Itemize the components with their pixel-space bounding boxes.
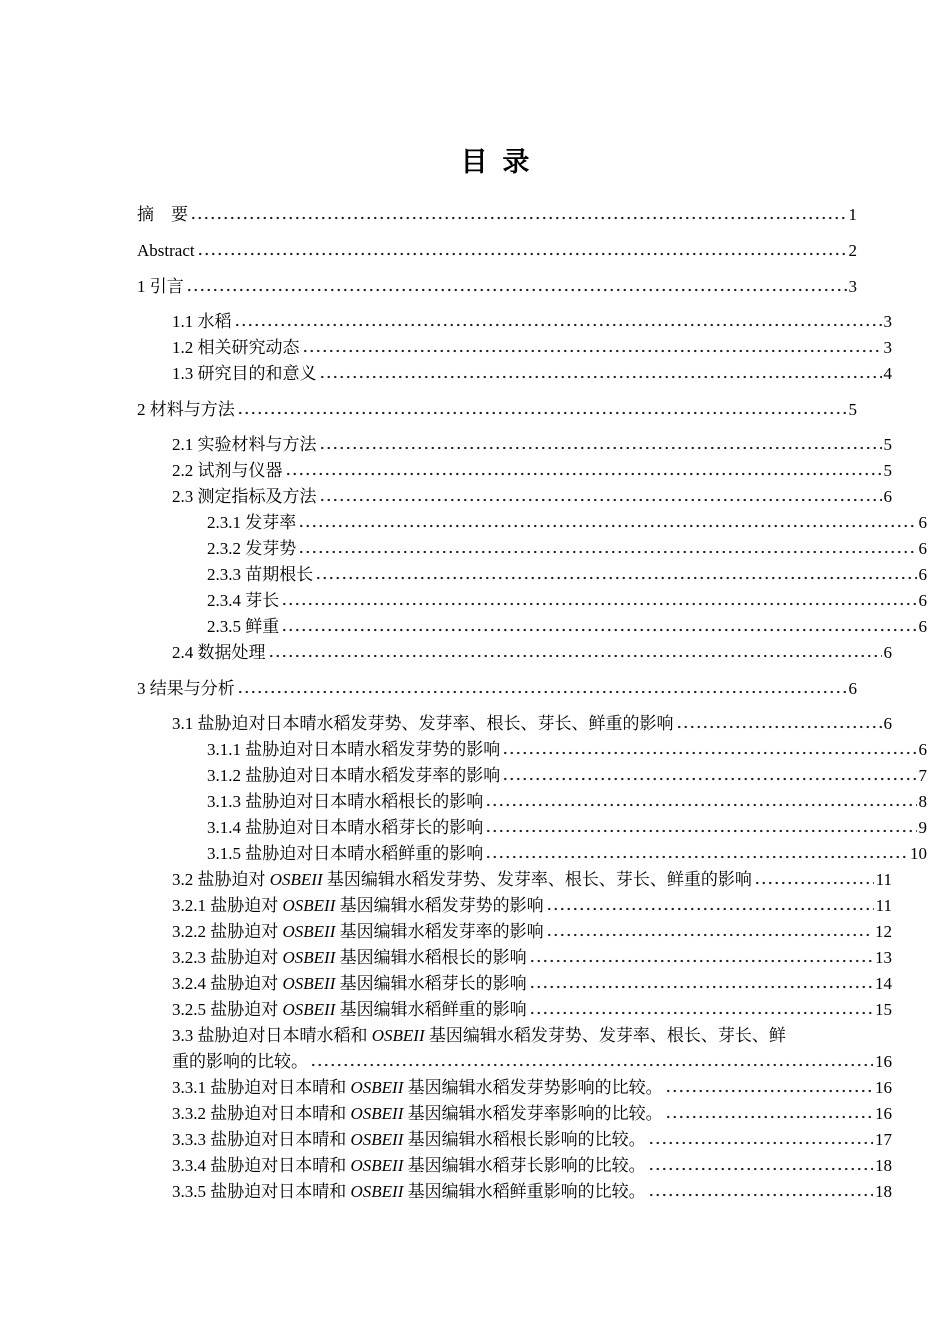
page-number: 3	[883, 338, 892, 357]
toc-entry-line	[207, 737, 927, 763]
toc-entry[interactable]	[207, 562, 927, 588]
toc-entry[interactable]	[172, 711, 892, 737]
toc-entry-line	[207, 815, 927, 841]
page-number: 12	[875, 922, 892, 941]
toc-entry[interactable]	[172, 971, 892, 997]
page-number: 2	[848, 241, 857, 260]
dot-leader	[281, 628, 916, 632]
dot-leader	[529, 959, 873, 963]
page-number: 15	[875, 1000, 892, 1019]
toc-entry[interactable]	[172, 1153, 892, 1179]
dot-leader	[648, 1193, 873, 1197]
toc-entry-text: 3.3.4 盐胁迫对日本晴和 OSBEII 基因编辑水稻芽长影响的比较。	[172, 1156, 646, 1175]
toc-entry[interactable]	[207, 588, 927, 614]
page-number: 6	[918, 617, 927, 636]
toc-entry-line	[207, 562, 927, 588]
toc-entry[interactable]	[172, 361, 892, 387]
toc-entry[interactable]	[172, 309, 892, 335]
toc-entry[interactable]	[172, 335, 892, 361]
toc-title: 目 录	[460, 147, 534, 177]
toc-entry[interactable]	[172, 919, 892, 945]
dot-leader	[546, 907, 874, 911]
toc-entry-text: Abstract	[137, 241, 195, 260]
page-number: 6	[848, 679, 857, 698]
toc-entry-text: 摘 要	[137, 205, 188, 224]
toc-entry-text: 2.3.1 发芽率	[207, 513, 297, 532]
toc-entry[interactable]	[172, 1023, 892, 1075]
page-number: 5	[883, 435, 892, 454]
toc-entry-text: 3.1.5 盐胁迫对日本晴水稻鲜重的影响	[207, 844, 484, 863]
page-number: 8	[918, 792, 927, 811]
toc-entry-line	[137, 238, 857, 264]
page-number: 16	[875, 1104, 892, 1123]
toc-entry[interactable]	[207, 737, 927, 763]
page-number: 13	[875, 948, 892, 967]
toc-entry-text: 3.1 盐胁迫对日本晴水稻发芽势、发芽率、根长、芽长、鲜重的影响	[172, 714, 674, 733]
toc-entry[interactable]	[172, 1127, 892, 1153]
toc-entry-text: 1.2 相关研究动态	[172, 338, 300, 357]
page-number: 10	[910, 844, 927, 863]
page-number: 7	[918, 766, 927, 785]
toc-entry[interactable]	[137, 202, 857, 228]
toc-entry-line	[172, 945, 892, 971]
page-number: 9	[918, 818, 927, 837]
toc-entry-text: 2.3.5 鲜重	[207, 617, 280, 636]
dot-leader	[285, 472, 882, 476]
toc-entry-text: 3.2.4 盐胁迫对 OSBEII 基因编辑水稻芽长的影响	[172, 974, 527, 993]
toc-entry-line	[207, 614, 927, 640]
toc-entry[interactable]	[172, 997, 892, 1023]
toc-entry-text: 3 结果与分析	[137, 679, 235, 698]
page-number: 6	[883, 714, 892, 733]
toc-entry-text: 1.3 研究目的和意义	[172, 364, 317, 383]
toc-entry-line	[172, 1101, 892, 1127]
toc-entry[interactable]	[172, 458, 892, 484]
toc-entry-line	[172, 361, 892, 387]
toc-entry-line	[172, 1075, 892, 1101]
page-number: 6	[883, 643, 892, 662]
toc-entry-text: 3.1.4 盐胁迫对日本晴水稻芽长的影响	[207, 818, 484, 837]
toc-entry-text: 2.3 测定指标及方法	[172, 487, 317, 506]
toc-entry-line	[172, 458, 892, 484]
toc-entry-text: 3.3.1 盐胁迫对日本晴和 OSBEII 基因编辑水稻发芽势影响的比较。	[172, 1078, 663, 1097]
toc-entry[interactable]	[172, 893, 892, 919]
toc-entry[interactable]	[207, 841, 927, 867]
dot-leader	[665, 1089, 873, 1093]
page-number: 11	[875, 870, 892, 889]
toc-entry-text: 3.3.5 盐胁迫对日本晴和 OSBEII 基因编辑水稻鲜重影响的比较。	[172, 1182, 646, 1201]
dot-leader	[298, 524, 916, 528]
dot-leader	[319, 375, 882, 379]
dot-leader	[676, 725, 882, 729]
page-number: 6	[918, 565, 927, 584]
dot-leader	[234, 323, 882, 327]
toc-entry-text: 3.2 盐胁迫对 OSBEII 基因编辑水稻发芽势、发芽率、根长、芽长、鲜重的影响	[172, 870, 752, 889]
toc-entry[interactable]	[137, 238, 857, 264]
toc-entry-line	[172, 309, 892, 335]
toc-entry-text: 2.3.4 芽长	[207, 591, 280, 610]
toc-entry-text: 1 引言	[137, 277, 184, 296]
dot-leader	[485, 855, 908, 859]
page-number: 6	[918, 513, 927, 532]
toc-entry-line	[172, 1049, 892, 1075]
toc-entry-line	[172, 997, 892, 1023]
toc-entry-line	[207, 536, 927, 562]
toc-entry-line	[172, 1153, 892, 1179]
toc-entry-text: 2.2 试剂与仪器	[172, 461, 283, 480]
toc-entry-text: 1.1 水稻	[172, 312, 232, 331]
toc-entry-text: 2.3.3 苗期根长	[207, 565, 314, 584]
toc-entry-text: 3.2.1 盐胁迫对 OSBEII 基因编辑水稻发芽势的影响	[172, 896, 544, 915]
page-number: 16	[875, 1078, 892, 1097]
toc-entry-line	[137, 202, 857, 228]
toc-entry-text: 3.3.2 盐胁迫对日本晴和 OSBEII 基因编辑水稻发芽率影响的比较。	[172, 1104, 663, 1123]
toc-entry-line	[172, 893, 892, 919]
toc-entry-line	[137, 676, 857, 702]
page-number: 5	[883, 461, 892, 480]
toc-entry[interactable]	[207, 536, 927, 562]
toc-entry-text: 3.2.2 盐胁迫对 OSBEII 基因编辑水稻发芽率的影响	[172, 922, 544, 941]
page-number: 1	[848, 205, 857, 224]
toc-entry-text: 2.4 数据处理	[172, 643, 266, 662]
page-number: 18	[875, 1182, 892, 1201]
toc-entry[interactable]	[172, 867, 892, 893]
dot-leader	[197, 252, 847, 256]
toc-entry-line	[172, 432, 892, 458]
dot-leader	[665, 1115, 873, 1119]
dot-leader	[237, 411, 847, 415]
page-number: 11	[875, 896, 892, 915]
dot-leader	[546, 933, 873, 937]
page-number: 6	[918, 740, 927, 759]
toc-entry-line	[137, 274, 857, 300]
toc-entry[interactable]	[137, 397, 857, 423]
dot-leader	[298, 550, 916, 554]
dot-leader	[502, 751, 916, 755]
page-number: 17	[875, 1130, 892, 1149]
page-number: 3	[883, 312, 892, 331]
toc-entry[interactable]	[172, 1179, 892, 1205]
toc-entry[interactable]	[172, 945, 892, 971]
toc-entry-line	[172, 335, 892, 361]
toc-entry-line	[207, 789, 927, 815]
page-number: 6	[918, 591, 927, 610]
dot-leader	[268, 654, 882, 658]
toc-entry-line	[172, 711, 892, 737]
toc-entry-line	[172, 1127, 892, 1153]
toc-entry[interactable]	[172, 1101, 892, 1127]
dot-leader	[485, 803, 916, 807]
page-number: 14	[875, 974, 892, 993]
toc-entry-line	[207, 841, 927, 867]
toc-entry-text: 2 材料与方法	[137, 400, 235, 419]
toc-entry-line	[172, 640, 892, 666]
toc-entry-text: 3.3 盐胁迫对日本晴水稻和 OSBEII 基因编辑水稻发芽势、发芽率、根长、芽长、鲜	[172, 1026, 786, 1045]
dot-leader	[281, 602, 916, 606]
page-number: 18	[875, 1156, 892, 1175]
dot-leader	[319, 446, 882, 450]
toc-entry[interactable]	[137, 676, 857, 702]
toc-entry-text: 3.3.3 盐胁迫对日本晴和 OSBEII 基因编辑水稻根长影响的比较。	[172, 1130, 646, 1149]
dot-leader	[186, 288, 847, 292]
toc-entry-text: 3.1.1 盐胁迫对日本晴水稻发芽势的影响	[207, 740, 501, 759]
dot-leader	[529, 985, 873, 989]
page-number: 4	[883, 364, 892, 383]
dot-leader	[237, 690, 847, 694]
toc-entry-line	[207, 510, 927, 536]
dot-leader	[529, 1011, 873, 1015]
toc-entry-line	[172, 1179, 892, 1205]
page-number: 16	[875, 1052, 892, 1071]
toc-entry[interactable]	[172, 1075, 892, 1101]
toc-entry[interactable]	[172, 640, 892, 666]
dot-leader	[502, 777, 916, 781]
toc-entry-line	[172, 971, 892, 997]
toc-entry[interactable]	[207, 510, 927, 536]
toc-entry-text: 重的影响的比较。	[172, 1052, 308, 1071]
toc-entry-line	[172, 867, 892, 893]
toc-entry[interactable]	[207, 614, 927, 640]
toc-entry-text: 3.1.2 盐胁迫对日本晴水稻发芽率的影响	[207, 766, 501, 785]
dot-leader	[315, 576, 916, 580]
toc-entry[interactable]	[207, 789, 927, 815]
toc-entry-text: 3.2.5 盐胁迫对 OSBEII 基因编辑水稻鲜重的影响	[172, 1000, 527, 1019]
toc-entry[interactable]	[137, 274, 857, 300]
dot-leader	[319, 498, 882, 502]
toc-entry[interactable]	[207, 815, 927, 841]
toc-entry[interactable]	[172, 484, 892, 510]
dot-leader	[302, 349, 882, 353]
toc-entry-line	[207, 763, 927, 789]
toc-entry[interactable]	[172, 432, 892, 458]
toc-entry-text: 3.2.3 盐胁迫对 OSBEII 基因编辑水稻根长的影响	[172, 948, 527, 967]
toc-entry-line	[207, 588, 927, 614]
toc-entry-line	[172, 484, 892, 510]
toc-entry-line	[137, 397, 857, 423]
toc-entry-line	[172, 919, 892, 945]
dot-leader	[648, 1141, 873, 1145]
toc-entry-text: 2.3.2 发芽势	[207, 539, 297, 558]
dot-leader	[648, 1167, 873, 1171]
toc-entry-continuation	[172, 1023, 892, 1049]
toc-entry[interactable]	[207, 763, 927, 789]
dot-leader	[310, 1063, 873, 1067]
page-number: 6	[883, 487, 892, 506]
toc-entry-text: 3.1.3 盐胁迫对日本晴水稻根长的影响	[207, 792, 484, 811]
dot-leader	[754, 881, 874, 885]
toc-entry-text: 2.1 实验材料与方法	[172, 435, 317, 454]
dot-leader	[485, 829, 916, 833]
page-number: 6	[918, 539, 927, 558]
page-number: 3	[848, 277, 857, 296]
dot-leader	[190, 216, 847, 220]
page-number: 5	[848, 400, 857, 419]
toc-list	[137, 202, 927, 1205]
